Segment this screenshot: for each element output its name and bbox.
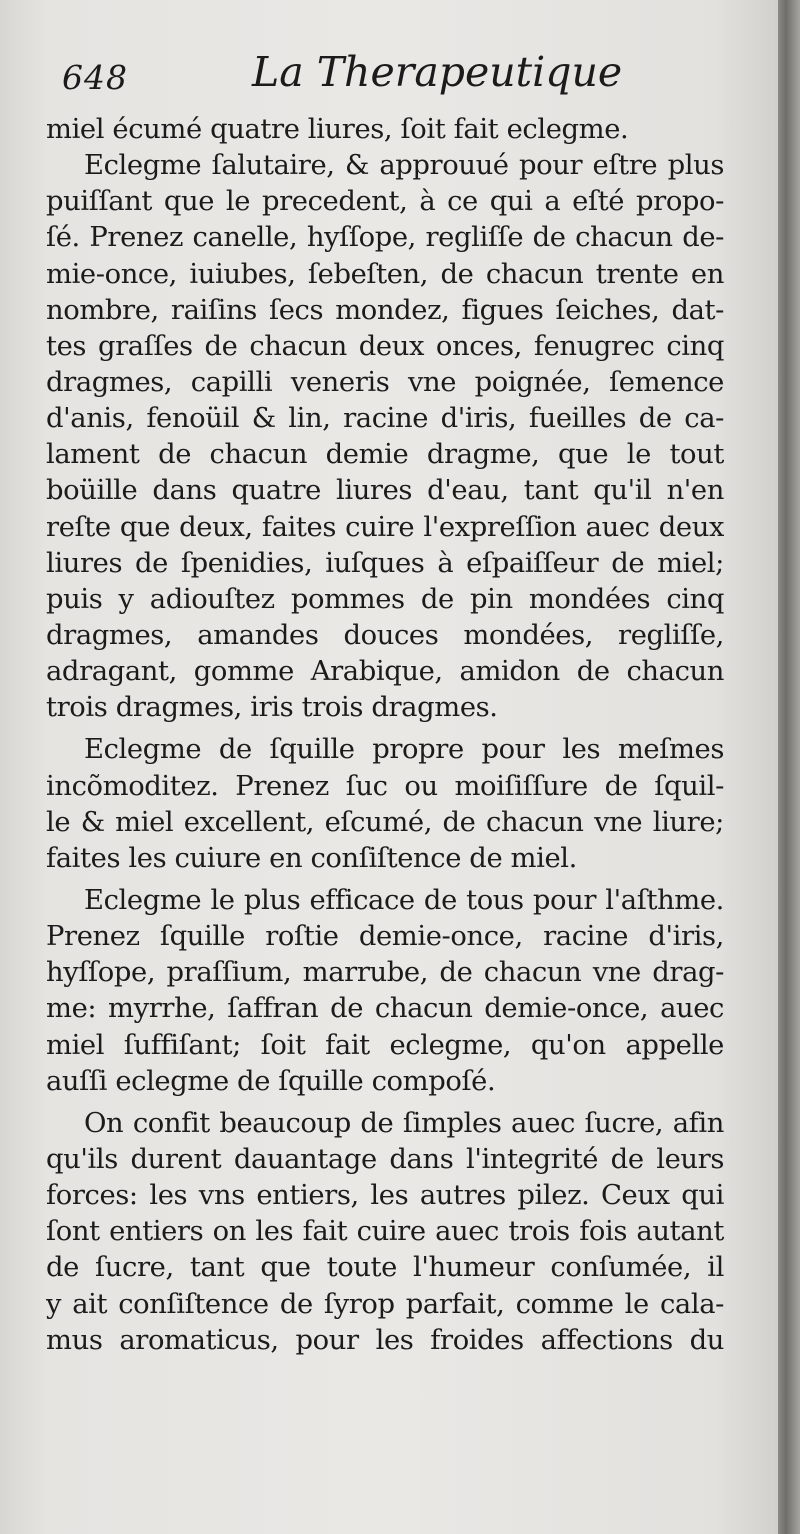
text-line: liures de ſpenidies, iuſques à eſpaiſſeur de miel; (46, 547, 724, 579)
text-line: miel écumé quatre liures, ſoit fait eclegme. (46, 114, 629, 145)
text-line: nombre, raiſins ſecs mondez, figues ſeiches, dat- (46, 294, 724, 326)
body-text (46, 112, 724, 1359)
text-line: incõmoditez. Prenez ſuc ou moiſiſſure de ſquil- (46, 770, 724, 802)
text-line: On confit beaucoup de ſimples auec ſucre, afin (84, 1107, 724, 1139)
text-line: dragmes, capilli veneris vne poignée, ſemence (46, 366, 724, 398)
text-line: puis y adiouſtez pommes de pin mondées cinq (46, 583, 724, 615)
text-line: boüille dans quatre liures d'eau, tant qu'il n'en (46, 475, 724, 507)
text-line: tes graſſes de chacun deux onces, fenugrec cinq (46, 330, 724, 362)
text-line: ſé. Prenez canelle, hyſſope, regliſſe de chacun de- (46, 222, 724, 254)
text-line: le & miel excellent, eſcumé, de chacun vne liure; (46, 806, 724, 838)
paragraph (46, 883, 724, 1100)
text-line: mus aromaticus, pour les froides affections du (46, 1324, 724, 1356)
paragraph (46, 732, 724, 877)
text-line: hyſſope, praſſium, marrube, de chacun vne drag- (46, 957, 724, 989)
text-line: Eclegme le plus efficace de tous pour l'aſthme. (84, 884, 724, 916)
text-line: mie-once, iuiubes, ſebeſten, de chacun trente en (46, 258, 724, 290)
page-number: 648 (62, 58, 128, 97)
text-line: auſſi eclegme de ſquille compoſé. (46, 1065, 496, 1097)
text-line: reſte que deux, faites cuire l'expreſſion auec deux (46, 511, 724, 543)
text-line: d'anis, fenoüil & lin, racine d'iris, fueilles de ca- (46, 403, 724, 435)
text-line: Eclegme ſalutaire, & approuué pour eſtre plus (84, 150, 724, 182)
text-line: y ait conſiſtence de ſyrop parfait, comme le cala- (46, 1288, 724, 1320)
page-header (62, 48, 722, 104)
text-line: lament de chacun demie dragme, que le tout (46, 439, 724, 471)
paragraph (46, 112, 724, 148)
text-line: miel ſuffiſant; ſoit fait eclegme, qu'on appelle (46, 1029, 724, 1061)
book-gutter (778, 0, 800, 1534)
text-line: forces: les vns entiers, les autres pilez. Ceux qui (46, 1180, 724, 1212)
text-line: Eclegme de ſquille propre pour les meſmes (84, 734, 724, 766)
text-line: adragant, gomme Arabique, amidon de chacun (46, 656, 724, 688)
paragraph (46, 148, 724, 726)
text-line: trois dragmes, iris trois dragmes. (46, 692, 498, 724)
running-title: La Therapeutique (252, 48, 623, 96)
paragraph (46, 1106, 724, 1359)
text-line: qu'ils durent dauantage dans l'integrité de leurs (46, 1143, 724, 1175)
text-line: ſont entiers on les fait cuire auec trois fois autant (46, 1216, 724, 1248)
text-line: dragmes, amandes douces mondées, regliſſe, (46, 619, 724, 651)
text-line: me: myrrhe, ſaffran de chacun demie-once, auec (46, 993, 724, 1025)
text-line: de ſucre, tant que toute l'humeur conſumée, il (46, 1252, 724, 1284)
text-line: faites les cuiure en conſiſtence de miel. (46, 842, 577, 874)
text-line: puiſſant que le precedent, à ce qui a eſté propo- (46, 186, 724, 218)
text-line: Prenez ſquille roſtie demie-once, racine d'iris, (46, 921, 724, 953)
